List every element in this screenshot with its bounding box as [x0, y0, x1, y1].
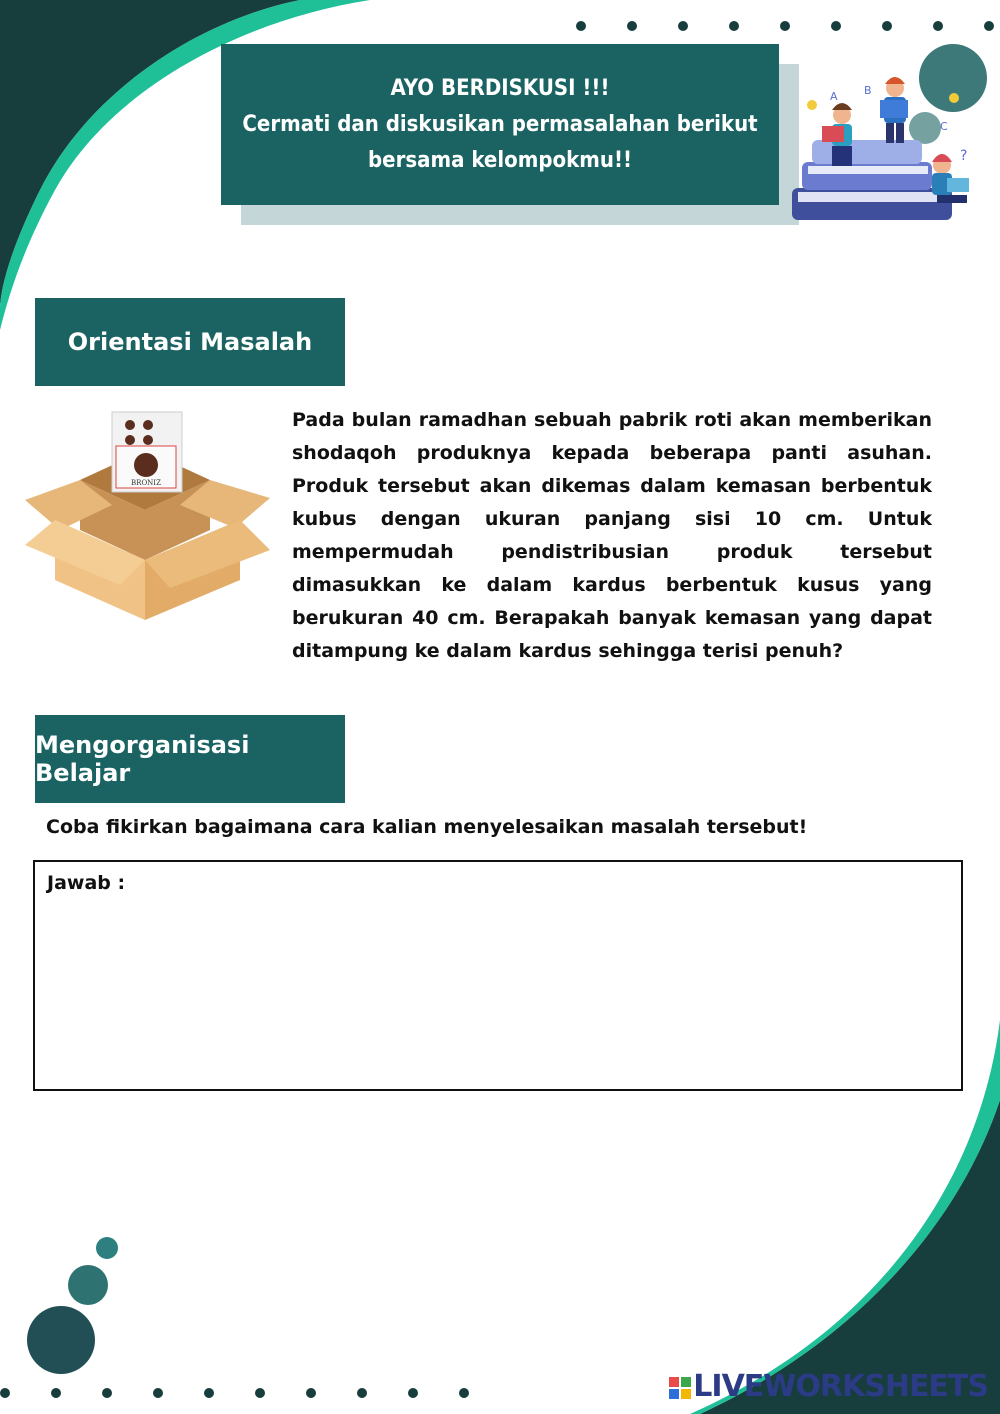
liveworksheets-logo-icon	[669, 1377, 691, 1399]
section-title-mengorganisasi-text: Mengorganisasi Belajar	[35, 731, 250, 787]
section-title-orientasi-text: Orientasi Masalah	[67, 328, 313, 356]
header-banner	[221, 44, 779, 205]
header-instruction-line2: bersama kelompokmu!!	[367, 147, 633, 173]
cardboard-box-illustration	[20, 410, 275, 625]
svg-text:B: B	[864, 84, 872, 97]
problem-statement: Pada bulan ramadhan sebuah pabrik roti akan memberikan shodaqoh produknya kepada beberapa panti asuhan. Produk tersebut akan dikemas dalam kemasan berbentuk kubus dengan ukuran panjang sisi 10 cm. Untuk mempermudah pendistribusian produk tersebut dimasukkan ke dalam kardus berbentuk kusus yang berukuran 40 cm. Berapakah banyak kemasan yang dapat ditampung ke dalam kardus sehingga terisi penuh?	[292, 409, 932, 662]
answer-label: Jawab :	[47, 872, 126, 894]
svg-text:?: ?	[960, 148, 968, 164]
header-instruction-line1: Cermati dan diskusikan permasalahan berikut	[242, 111, 758, 137]
organizing-prompt: Coba fikirkan bagaimana cara kalian menyelesaikan masalah tersebut!	[46, 816, 808, 838]
answer-box	[33, 860, 963, 1091]
watermark-text: LIVEWORKSHEETS	[693, 1369, 988, 1404]
section-title-mengorganisasi	[35, 715, 345, 803]
liveworksheets-watermark	[669, 1369, 988, 1404]
answer-input[interactable]	[45, 906, 949, 1080]
svg-text:A: A	[830, 90, 838, 103]
section-title-orientasi	[35, 298, 345, 386]
students-books-illustration	[782, 60, 982, 235]
svg-text:C: C	[940, 120, 948, 133]
product-label: BRONIZ	[131, 479, 161, 487]
header-title: AYO BERDISKUSI !!!	[390, 75, 610, 101]
